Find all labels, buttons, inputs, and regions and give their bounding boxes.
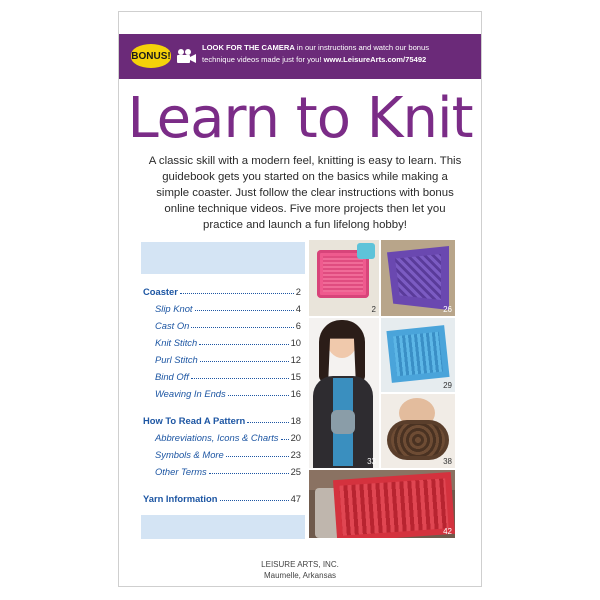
- toc-entry: [143, 280, 301, 297]
- toc-entry: [143, 382, 301, 399]
- toc-leader-dots: [226, 456, 289, 457]
- banner-text: [202, 42, 478, 66]
- toc-leader-dots: [180, 293, 294, 294]
- toc-header-band: [141, 242, 305, 274]
- toc-entry: [143, 409, 301, 426]
- toc-entry-page: 47: [290, 493, 301, 504]
- toc-entry-label: Yarn Information: [143, 493, 218, 504]
- toc-entry-page: 2: [295, 286, 301, 297]
- bonus-badge: BONUS!: [131, 44, 171, 68]
- toc-entry-label: Coaster: [143, 286, 178, 297]
- photo-page-number: 33: [367, 457, 376, 466]
- photo-page-number: 29: [443, 381, 452, 390]
- toc-entry-page: 25: [290, 466, 301, 477]
- toc-gap: [143, 399, 301, 409]
- toc-leader-dots: [247, 422, 288, 423]
- toc-entry: [143, 460, 301, 477]
- toc-entry: [143, 426, 301, 443]
- toc-entry-label: Other Terms: [155, 466, 207, 477]
- booklet-page: [118, 11, 482, 587]
- publisher-name: LEISURE ARTS, INC.: [261, 560, 339, 569]
- toc-leader-dots: [191, 327, 293, 328]
- banner-line1: in our instructions and watch our bonus: [294, 43, 430, 52]
- toc-leader-dots: [199, 344, 288, 345]
- photo-page-number: 38: [443, 457, 452, 466]
- cowl-photo: [381, 394, 455, 468]
- table-of-contents: [143, 280, 301, 504]
- toc-leader-dots: [191, 378, 289, 379]
- toc-entry-label: Slip Knot: [155, 303, 193, 314]
- red-blanket-photo: [309, 470, 455, 538]
- photo-page-number: 42: [443, 527, 452, 536]
- toc-entry: [143, 443, 301, 460]
- toc-entry-label: Abbreviations, Icons & Charts: [155, 432, 279, 443]
- toc-entry-page: 16: [290, 388, 301, 399]
- toc-entry-label: Symbols & More: [155, 449, 224, 460]
- toc-entry-page: 23: [290, 449, 301, 460]
- toc-entry-page: 4: [295, 303, 301, 314]
- toc-entry-page: 18: [290, 415, 301, 426]
- blue-cloth-photo: [381, 318, 455, 392]
- toc-entry-label: Purl Stitch: [155, 354, 198, 365]
- banner-line2: technique videos made just for you!: [202, 55, 324, 64]
- toc-entry: [143, 487, 301, 504]
- toc-gap: [143, 477, 301, 487]
- toc-entry-label: Cast On: [155, 320, 190, 331]
- toc-entry-label: How To Read A Pattern: [143, 415, 246, 426]
- page-title: Learn to Knit: [127, 86, 473, 151]
- toc-leader-dots: [200, 361, 289, 362]
- toc-entry-page: 10: [290, 337, 301, 348]
- woman-mitts-photo: [309, 318, 379, 468]
- banner-headline: LOOK FOR THE CAMERA: [202, 43, 295, 52]
- bonus-banner: [119, 34, 481, 79]
- toc-leader-dots: [220, 500, 289, 501]
- toc-entry-label: Weaving In Ends: [155, 388, 226, 399]
- toc-entry-label: Knit Stitch: [155, 337, 198, 348]
- toc-entry-page: 20: [290, 432, 301, 443]
- toc-entry: [143, 314, 301, 331]
- publisher-location: Maumelle, Arkansas: [263, 571, 337, 580]
- purple-shawl-photo: [381, 240, 455, 316]
- toc-leader-dots: [281, 439, 289, 440]
- toc-entry: [143, 365, 301, 382]
- toc-entry: [143, 297, 301, 314]
- toc-leader-dots: [209, 473, 289, 474]
- toc-entry-label: Bind Off: [155, 371, 189, 382]
- toc-entry: [143, 348, 301, 365]
- toc-entry: [143, 331, 301, 348]
- video-camera-icon: [175, 48, 197, 64]
- publisher-footer: [119, 559, 481, 581]
- photo-page-number: 26: [443, 305, 452, 314]
- toc-leader-dots: [195, 310, 294, 311]
- toc-leader-dots: [228, 395, 289, 396]
- photo-page-number: 2: [371, 305, 376, 314]
- toc-footer-band: [141, 515, 305, 539]
- coaster-photo: [309, 240, 379, 316]
- toc-entry-page: 12: [290, 354, 301, 365]
- intro-paragraph: A classic skill with a modern feel, knitting is easy to learn. This guidebook gets you started on the basics while making a simple coaster. Just follow the clear instructions with bonus online technique videos. Five more projects then let you practice and launch a fun lifelong hobby!: [148, 155, 462, 231]
- toc-entry-page: 15: [290, 371, 301, 382]
- toc-entry-page: 6: [295, 320, 301, 331]
- banner-url: www.LeisureArts.com/75492: [323, 55, 427, 64]
